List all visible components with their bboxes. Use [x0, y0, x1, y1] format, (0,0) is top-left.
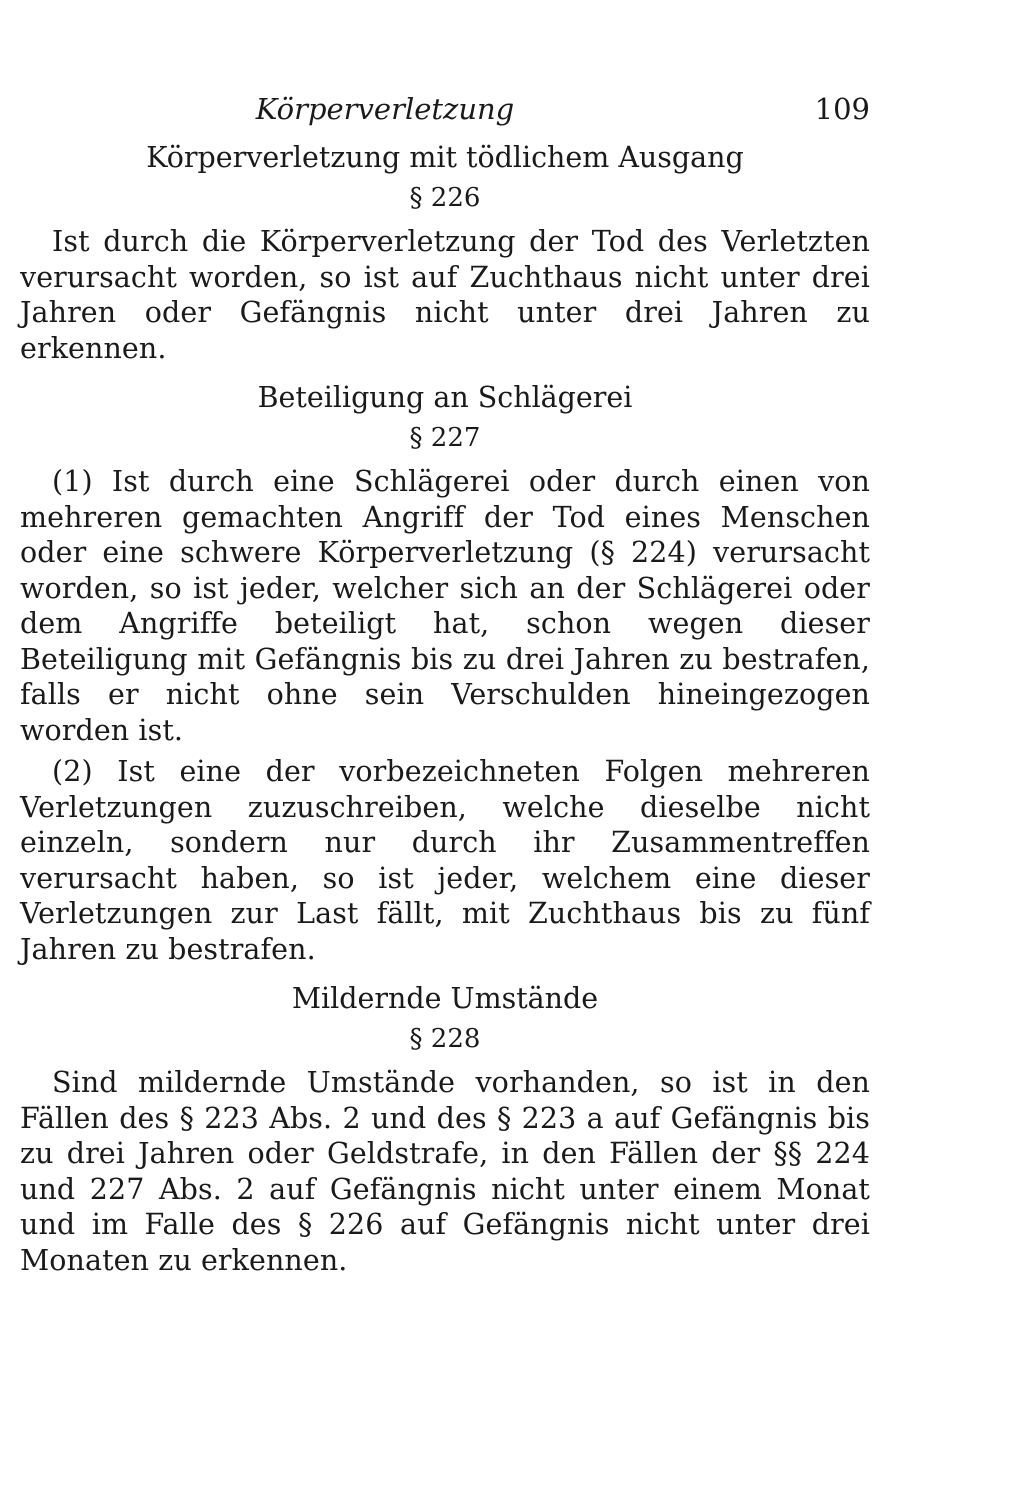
paragraph-number: § 226	[409, 183, 481, 213]
running-header	[20, 80, 870, 140]
section-heading: Beteiligung an Schlägerei	[257, 381, 633, 414]
body-paragraph: (2) Ist eine der vorbezeichneten Folgen mehreren Verletzungen zuzuschreiben, welche dieselbe nicht einzeln, sondern nur durch ihr Zusammentreffen verursacht haben, so ist jeder, welchem eine dieser Verletzungen zur Last fällt, mit Zuchthaus bis zu fünf Jahren zu bestrafen.	[20, 755, 870, 966]
body-paragraph: (1) Ist durch eine Schlägerei oder durch einen von mehreren gemachten Angriff der Tod eines Menschen oder eine schwere Körperverletzung (§ 224) verursacht worden, so ist jeder, welcher sich an der Schlägerei oder dem Angriffe beteiligt hat, schon wegen dieser Beteiligung mit Gefängnis bis zu drei Jahren zu bestrafen, falls er nicht ohne sein Verschulden hineingezogen worden ist.	[20, 465, 870, 747]
paragraph-number: § 227	[409, 423, 481, 453]
section-227	[20, 380, 870, 967]
paragraph-number: § 228	[409, 1024, 481, 1054]
body-paragraph: Ist durch die Körperverletzung der Tod des Verletzten verursacht worden, so ist auf Zuchthaus nicht unter drei Jahren oder Gefängnis nicht unter drei Jahren zu erkennen.	[20, 225, 870, 365]
section-heading: Mildernde Umstände	[291, 982, 599, 1015]
section-226	[20, 140, 870, 366]
section-228	[20, 981, 870, 1278]
document-page	[20, 80, 870, 1292]
body-paragraph: Sind mildernde Umstände vorhanden, so ist in den Fällen des § 223 Abs. 2 und des § 223 a auf Gefängnis bis zu drei Jahren oder Geldstrafe, in den Fällen der §§ 224 und 227 Abs. 2 auf Gefängnis nicht unter einem Monat und im Falle des § 226 auf Gefängnis nicht unter drei Monaten zu erkennen.	[20, 1066, 870, 1277]
running-title: Körperverletzung	[255, 92, 515, 126]
page-number: 109	[814, 92, 870, 126]
section-heading: Körperverletzung mit tödlichem Ausgang	[146, 141, 744, 174]
